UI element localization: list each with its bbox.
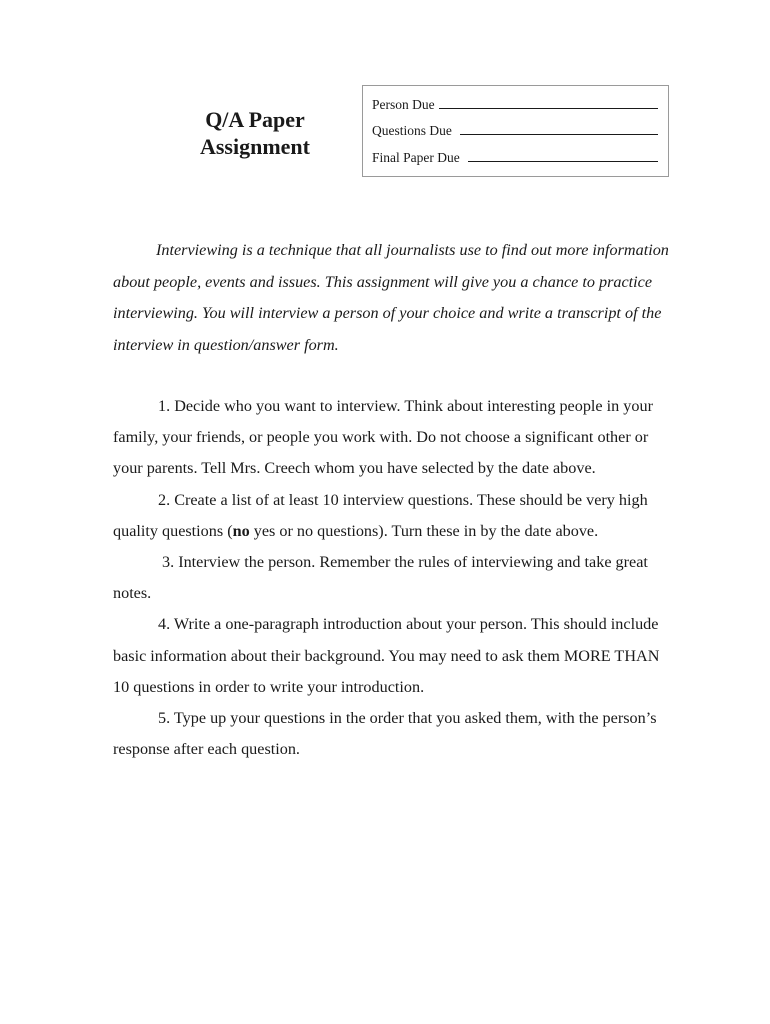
step-2-text-after: yes or no questions). Turn these in by the date above.: [249, 521, 599, 540]
final-paper-due-label: Final Paper Due: [372, 150, 460, 165]
step-1: 1. Decide who you want to interview. Think about interesting people in your family, your friends, or people you work with. Do not choose a significant other or your parents. Tell Mrs. Creech whom you have selected by the date above.: [113, 397, 653, 478]
questions-due-row: [372, 123, 658, 139]
person-due-label: Person Due: [372, 97, 435, 112]
step-5: 5. Type up your questions in the order that you asked them, with the person’s response after each question.: [113, 709, 657, 759]
step-2-text-before: 2. Create a list of at least 10 interview questions. These should be very high quality questions (: [113, 490, 648, 540]
person-due-row: [372, 97, 658, 113]
step-2-bold-no: no: [232, 521, 250, 540]
steps-list: [113, 391, 673, 765]
step-3: 3. Interview the person. Remember the rules of interviewing and take great notes.: [113, 553, 648, 603]
final-paper-due-row: [372, 150, 658, 166]
title-line-1: Q/A Paper: [205, 107, 305, 132]
due-dates-box: [362, 85, 669, 177]
final-paper-due-blank: [468, 150, 658, 162]
intro-paragraph: Interviewing is a technique that all journalists use to find out more information about people, events and issues. This assignment will give you a chance to practice interviewing. You will interview a person of your choice and write a transcript of the interview in question/answer form.: [113, 241, 669, 354]
questions-due-blank: [460, 123, 658, 135]
step-2: [113, 485, 673, 547]
questions-due-label: Questions Due: [372, 123, 452, 138]
page-title: [180, 106, 330, 160]
title-line-2: Assignment: [199, 134, 310, 159]
step-4: 4. Write a one-paragraph introduction about your person. This should include basic information about their background. You may need to ask them MORE THAN 10 questions in order to write your introduction.: [113, 615, 660, 696]
person-due-blank: [439, 97, 658, 109]
intro-section: [113, 235, 673, 361]
